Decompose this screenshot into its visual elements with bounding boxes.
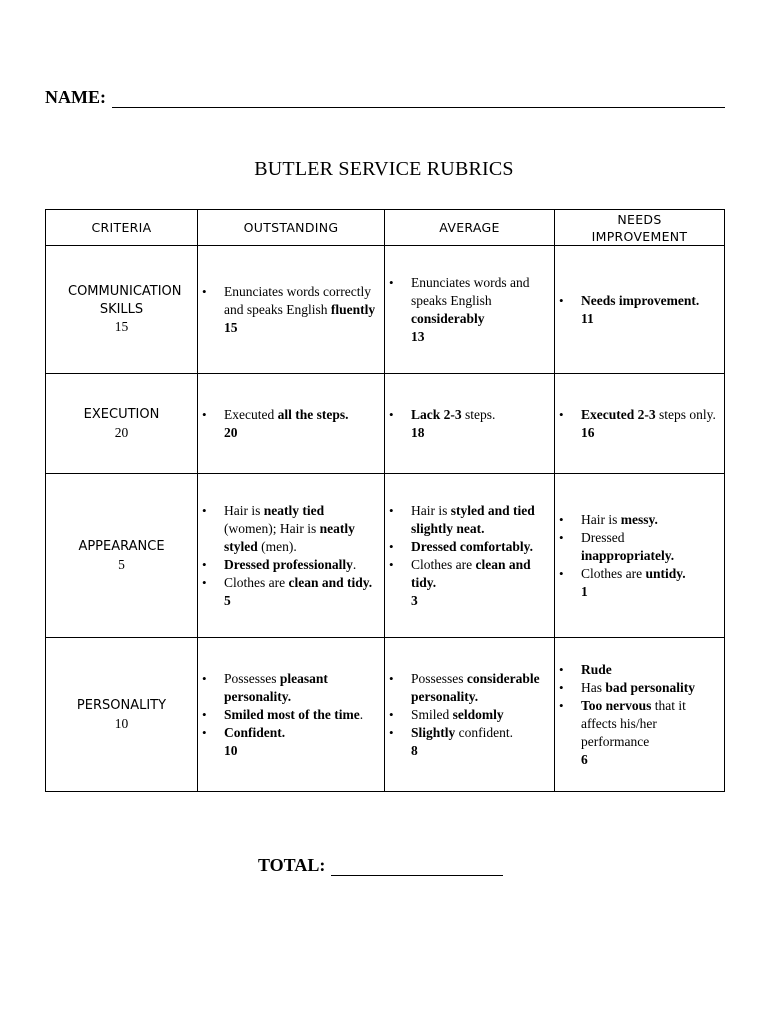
text: steps. <box>461 406 496 422</box>
outstanding-cell <box>198 246 385 374</box>
list-item <box>385 406 548 424</box>
list-item <box>555 661 718 679</box>
list-item <box>555 529 718 565</box>
rubric-table <box>45 209 725 792</box>
average-cell <box>385 374 555 474</box>
criteria-points: 5 <box>118 556 125 572</box>
needs-score: 11 <box>581 310 594 326</box>
needs-list <box>555 406 724 424</box>
criteria-cell <box>46 374 198 474</box>
needs-cell <box>555 638 725 792</box>
outstanding-list <box>198 502 384 592</box>
bold-text: pleasant personality. <box>224 670 328 704</box>
bold-text: inappropriately. <box>581 547 675 563</box>
rubric-row <box>46 374 725 474</box>
header-criteria: CRITERIA <box>46 210 198 246</box>
header-outstanding: OUTSTANDING <box>198 210 385 246</box>
list-item <box>555 406 718 424</box>
list-item <box>385 538 548 556</box>
average-score: 8 <box>411 742 418 758</box>
needs-cell <box>555 374 725 474</box>
bold-text: untidy. <box>645 565 686 581</box>
text: (women); Hair is <box>224 520 320 536</box>
list-item <box>555 565 718 583</box>
needs-list <box>555 511 724 583</box>
needs-list <box>555 292 724 310</box>
criteria-cell <box>46 638 198 792</box>
text: Enunciates words correctly and speaks English <box>224 283 371 317</box>
list-item <box>385 502 548 538</box>
text: Dressed <box>581 529 625 545</box>
bold-text: neatly styled <box>224 520 355 554</box>
average-list <box>385 670 554 742</box>
bold-text: Slightly <box>411 724 456 740</box>
list-item <box>555 292 718 310</box>
average-cell <box>385 246 555 374</box>
bold-text: Smiled most of the time <box>224 706 360 722</box>
list-item <box>385 274 548 328</box>
text: Possesses <box>411 670 467 686</box>
average-list <box>385 502 554 592</box>
text: Hair is <box>581 511 621 527</box>
average-cell <box>385 638 555 792</box>
outstanding-cell <box>198 638 385 792</box>
bold-text: clean and tidy. <box>411 556 531 590</box>
average-score: 3 <box>411 592 418 608</box>
bold-text: Dressed comfortably. <box>411 538 533 554</box>
list-item <box>198 283 378 319</box>
name-field <box>45 84 725 108</box>
bold-text: considerably <box>411 310 485 326</box>
needs-score: 16 <box>581 424 595 440</box>
list-item <box>385 556 548 592</box>
bold-text: neatly tied <box>263 502 325 518</box>
outstanding-score: 15 <box>224 319 238 335</box>
text: Hair is <box>224 502 264 518</box>
outstanding-list <box>198 406 384 424</box>
average-score: 13 <box>411 328 425 344</box>
outstanding-list <box>198 670 384 742</box>
list-item <box>198 706 378 724</box>
text: (men). <box>257 538 297 554</box>
total-blank-line[interactable] <box>331 857 503 876</box>
header-row <box>46 210 725 246</box>
criteria-name: PERSONALITY <box>76 698 167 713</box>
bold-text: messy. <box>620 511 658 527</box>
bold-text: clean and tidy. <box>288 574 373 590</box>
list-item <box>385 724 548 742</box>
criteria-points: 20 <box>114 424 129 440</box>
list-item <box>198 406 378 424</box>
bold-text: Too nervous <box>581 697 652 713</box>
total-field <box>258 852 503 876</box>
outstanding-score: 5 <box>224 592 231 608</box>
list-item <box>198 724 378 742</box>
list-item <box>198 502 378 556</box>
bold-text: seldomly <box>452 706 504 722</box>
text: Clothes are <box>224 574 289 590</box>
criteria-points: 15 <box>114 319 129 335</box>
text: Clothes are <box>411 556 476 572</box>
bold-text: all the steps. <box>277 406 349 422</box>
list-item <box>198 574 378 592</box>
bold-text: considerable personality. <box>411 670 540 704</box>
criteria-name: EXECUTION <box>83 407 160 422</box>
outstanding-score: 10 <box>224 742 238 758</box>
list-item <box>198 556 378 574</box>
average-cell <box>385 474 555 638</box>
text: Has <box>581 679 606 695</box>
bold-text: Lack 2-3 <box>411 406 462 422</box>
header-needs-improvement: NEEDS IMPROVEMENT <box>555 210 725 246</box>
needs-score: 1 <box>581 583 588 599</box>
text: Executed <box>224 406 278 422</box>
list-item <box>555 511 718 529</box>
text: steps only. <box>655 406 716 422</box>
bold-text: styled and tied slightly neat. <box>411 502 535 536</box>
text: . <box>359 706 364 722</box>
needs-cell <box>555 474 725 638</box>
name-blank-line[interactable] <box>112 89 725 108</box>
list-item <box>555 679 718 697</box>
list-item <box>385 670 548 706</box>
text: Smiled <box>411 706 453 722</box>
page-title: BUTLER SERVICE RUBRICS <box>254 158 514 180</box>
outstanding-score: 20 <box>224 424 238 440</box>
criteria-points: 10 <box>114 715 129 731</box>
criteria-name: COMMUNICATION SKILLS <box>68 284 182 317</box>
outstanding-list <box>198 283 384 319</box>
list-item <box>385 706 548 724</box>
total-label: TOTAL: <box>258 855 326 875</box>
criteria-cell <box>46 246 198 374</box>
name-label: NAME: <box>45 87 106 107</box>
list-item <box>198 670 378 706</box>
text: that it affects his/her performance <box>581 697 686 749</box>
text: Clothes are <box>581 565 646 581</box>
rubric-row <box>46 246 725 374</box>
bold-text: fluently <box>330 301 376 317</box>
needs-score: 6 <box>581 751 588 767</box>
bold-text: bad personality <box>605 679 696 695</box>
outstanding-cell <box>198 374 385 474</box>
average-list <box>385 406 554 424</box>
text: . <box>352 556 357 572</box>
needs-list <box>555 661 724 751</box>
bold-text: Dressed professionally <box>224 556 353 572</box>
criteria-name: APPEARANCE <box>78 539 165 554</box>
outstanding-cell <box>198 474 385 638</box>
text: Enunciates words and speaks English <box>411 274 530 308</box>
text: confident. <box>455 724 513 740</box>
rubric-row <box>46 638 725 792</box>
bold-text: Executed 2-3 <box>581 406 656 422</box>
list-item <box>555 697 718 751</box>
needs-cell <box>555 246 725 374</box>
bold-text: Confident. <box>224 724 286 740</box>
bold-text: Rude <box>581 661 612 677</box>
rubric-row <box>46 474 725 638</box>
bold-text: Needs improvement. <box>581 292 700 308</box>
header-average: AVERAGE <box>385 210 555 246</box>
text: Possesses <box>224 670 280 686</box>
average-score: 18 <box>411 424 425 440</box>
text: Hair is <box>411 502 451 518</box>
average-list <box>385 274 554 328</box>
criteria-cell <box>46 474 198 638</box>
